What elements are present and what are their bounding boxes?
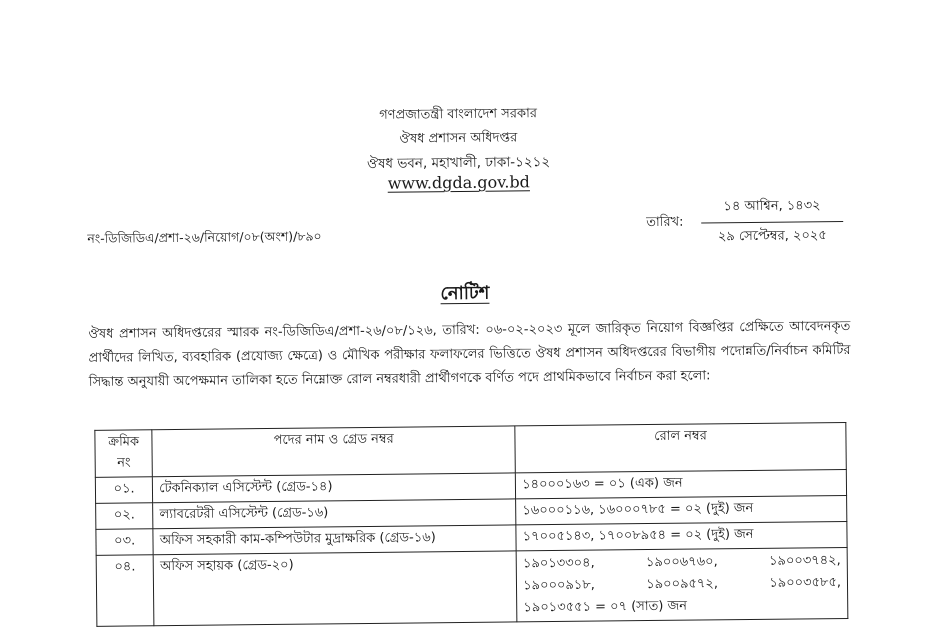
header-roll: রোল নম্বর [515, 422, 846, 472]
header-serial [95, 430, 153, 478]
row-roll: ১৭০০৫১৪৩, ১৭০০৮৯৫৪ = ০২ (দুই) জন [516, 521, 847, 550]
notice-title: নোটিশ [440, 282, 490, 305]
date-english: ২৯ সেপ্টেম্বর, ২০২৫ [717, 228, 827, 245]
row-serial: ০২. [96, 503, 154, 530]
selection-table [94, 422, 848, 627]
roll-number: ১৯০০০৯১৮, [523, 577, 595, 594]
roll-number: ১৯০০৬৭৬০, [645, 554, 718, 571]
department-name: ঔষধ প্রশাসন অধিদপ্তর [399, 130, 518, 147]
table-row [96, 547, 848, 626]
website-link[interactable]: www.dgda.gov.bd [387, 172, 530, 193]
notice-body: ঔষধ প্রশাসন অধিদপ্তরের স্মারক নং-ডিজিডিএ/প্রশা-২৬/০৮/১২৬, তারিখ: ০৬-০২-২০২৩ মূলে জারিকৃত নিয়োগ বিজ্ঞপ্তির প্রেক্ষিতে আবেদনকৃত প্রার্থীদের লিখিত, ব্যবহারিক (প্রযোজ্য ক্ষেত্রে) ও মৌখিক পরীক্ষার ফলাফলের ভিত্তিতে ঔষধ প্রশাসন অধিদপ্তরের বিভাগীয় পদোন্নতি/নির্বাচন কমিটির সিদ্ধান্ত অনুযায়ী অপেক্ষমান তালিকা হতে নিম্নোক্ত রোল নম্বরধারী প্রার্থীগণকে বর্ণিত পদে প্রাথমিকভাবে নির্বাচন করা হলো: [88, 318, 851, 390]
row-roll: ১৪০০০১৬৩ = ০১ (এক) জন [516, 469, 847, 498]
roll-number: ১৯০০৯৫৭২, [646, 576, 719, 593]
row-serial: ০৪. [96, 555, 154, 627]
memo-number: নং-ডিজিডিএ/প্রশা-২৬/নিয়োগ/০৮(অংশ)/৮৯০ [87, 228, 322, 246]
row-post: অফিস সহকারী কাম-কম্পিউটার মুদ্রাক্ষরিক (গ্রেড-১৬) [153, 525, 516, 555]
row-serial: ০১. [95, 477, 153, 504]
roll-number: ১৯০১৩৩০৪, [522, 555, 595, 572]
header-serial-line1: ক্রমিক [108, 434, 140, 450]
row-roll: ১৬০০০১১৬, ১৬০০০৭৮৫ = ০২ (দুই) জন [516, 495, 847, 524]
date-bangla: ১৪ আশ্বিন, ১৪৩২ [723, 198, 821, 215]
date-block [697, 196, 848, 249]
row-post: অফিস সহায়ক (গ্রেড-২০) [153, 551, 517, 626]
row-roll [516, 547, 848, 621]
row-serial: ০৩. [96, 529, 154, 556]
header-post: পদের নাম ও গ্রেড নম্বর [152, 426, 515, 477]
header-serial-line2: নং [117, 455, 131, 471]
government-name: গণপ্রজাতন্ত্রী বাংলাদেশ সরকার [379, 106, 538, 123]
roll-total: ১৯০১৩৫৫১ = ০৭ (সাত) জন [523, 598, 688, 616]
table-header-row [95, 422, 846, 477]
roll-number: ১৯০০৩৫৮৫, [769, 575, 842, 591]
department-address: ঔষধ ভবন, মহাখালী, ঢাকা-১২১২ [366, 154, 551, 172]
row-post: ল্যাবরেটরী এসিস্টেন্ট (গ্রেড-১৬) [153, 499, 516, 529]
roll-line [523, 572, 841, 597]
row-post: টেকনিক্যাল এসিস্টেন্ট (গ্রেড-১৪) [153, 473, 516, 503]
roll-number: ১৯০০৩৭৪২, [768, 553, 841, 569]
date-label: তারিখ: [646, 214, 684, 231]
